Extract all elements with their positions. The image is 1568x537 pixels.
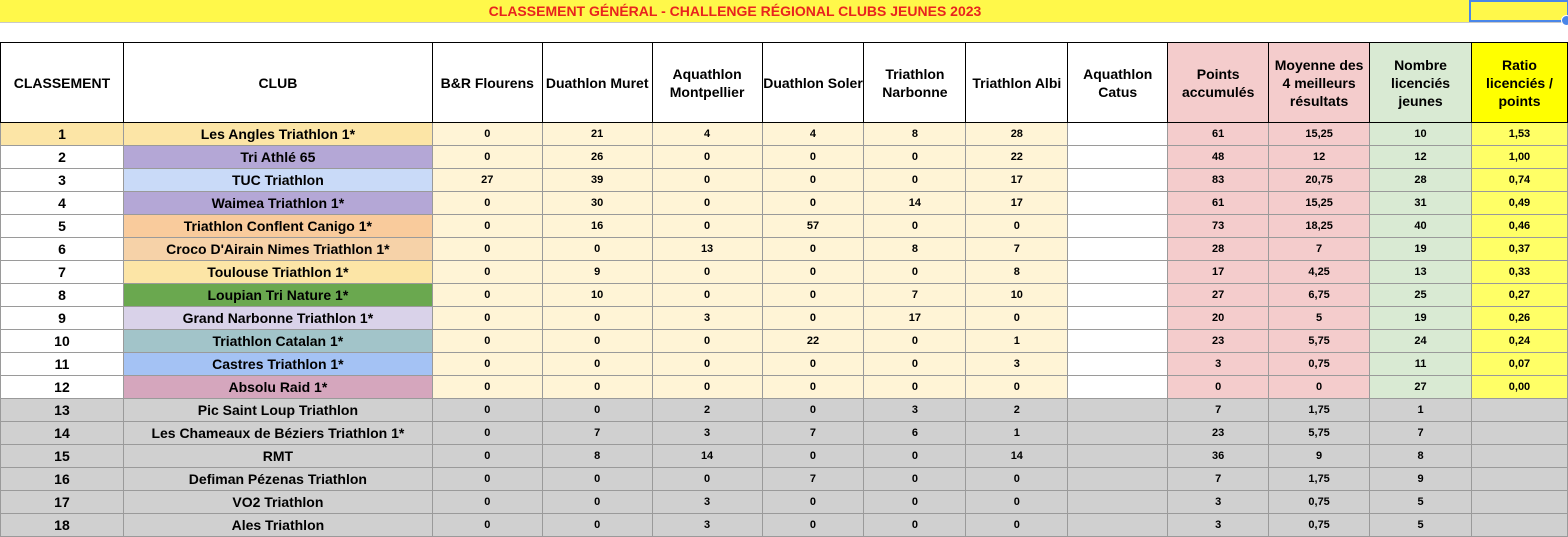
- table-row: [1, 491, 1568, 514]
- event-score-cell[interactable]: [1068, 261, 1168, 284]
- header-licences[interactable]: Nombre licenciés jeunes: [1370, 43, 1472, 123]
- average-cell[interactable]: 18,25: [1269, 215, 1370, 238]
- event-score-cell[interactable]: 0: [652, 215, 762, 238]
- event-score-cell[interactable]: 0: [652, 330, 762, 353]
- club-cell[interactable]: Les Chameaux de Béziers Triathlon 1*: [123, 422, 432, 445]
- event-score-cell[interactable]: 0: [432, 284, 542, 307]
- rank-cell[interactable]: 6: [1, 238, 124, 261]
- event-score-cell[interactable]: 0: [762, 353, 864, 376]
- event-score-cell[interactable]: 10: [542, 284, 652, 307]
- table-row: [1, 146, 1568, 169]
- points-cell[interactable]: 27: [1168, 284, 1269, 307]
- licences-cell[interactable]: 25: [1370, 284, 1472, 307]
- event-score-cell[interactable]: 0: [652, 353, 762, 376]
- rank-cell[interactable]: 13: [1, 399, 124, 422]
- event-score-cell[interactable]: 0: [432, 491, 542, 514]
- header-event-4[interactable]: Duathlon Soler: [762, 43, 864, 123]
- table-row: [1, 399, 1568, 422]
- event-score-cell[interactable]: 0: [432, 238, 542, 261]
- average-cell[interactable]: 15,25: [1269, 123, 1370, 146]
- event-score-cell[interactable]: [1068, 491, 1168, 514]
- event-score-cell[interactable]: 0: [966, 491, 1068, 514]
- licences-cell[interactable]: 5: [1370, 514, 1472, 537]
- event-score-cell[interactable]: 17: [966, 169, 1068, 192]
- club-cell[interactable]: Triathlon Catalan 1*: [123, 330, 432, 353]
- points-cell[interactable]: 7: [1168, 399, 1269, 422]
- selected-cell[interactable]: [1469, 0, 1568, 22]
- points-cell[interactable]: 23: [1168, 422, 1269, 445]
- event-score-cell[interactable]: 22: [762, 330, 864, 353]
- event-score-cell[interactable]: 0: [762, 146, 864, 169]
- ratio-cell[interactable]: 0,74: [1471, 169, 1567, 192]
- rank-cell[interactable]: 18: [1, 514, 124, 537]
- ratio-cell[interactable]: [1471, 422, 1567, 445]
- table-row: [1, 514, 1568, 537]
- points-cell[interactable]: 73: [1168, 215, 1269, 238]
- points-cell[interactable]: 61: [1168, 123, 1269, 146]
- event-score-cell[interactable]: 0: [864, 514, 966, 537]
- event-score-cell[interactable]: [1068, 146, 1168, 169]
- event-score-cell[interactable]: 7: [762, 422, 864, 445]
- event-score-cell[interactable]: 0: [762, 445, 864, 468]
- header-event-7[interactable]: Aquathlon Catus: [1068, 43, 1168, 123]
- title-row: [0, 0, 1568, 23]
- points-cell[interactable]: 36: [1168, 445, 1269, 468]
- club-cell[interactable]: Waimea Triathlon 1*: [123, 192, 432, 215]
- average-cell[interactable]: 4,25: [1269, 261, 1370, 284]
- rank-cell[interactable]: 3: [1, 169, 124, 192]
- event-score-cell[interactable]: 0: [762, 192, 864, 215]
- event-score-cell[interactable]: 0: [432, 307, 542, 330]
- header-row: [1, 43, 1568, 123]
- ranking-table: [0, 42, 1568, 537]
- event-score-cell[interactable]: 0: [542, 353, 652, 376]
- event-score-cell[interactable]: 9: [542, 261, 652, 284]
- ratio-cell[interactable]: [1471, 491, 1567, 514]
- average-cell[interactable]: 5,75: [1269, 330, 1370, 353]
- event-score-cell[interactable]: 0: [432, 146, 542, 169]
- event-score-cell[interactable]: 0: [966, 376, 1068, 399]
- licences-cell[interactable]: 11: [1370, 353, 1472, 376]
- event-score-cell[interactable]: 2: [966, 399, 1068, 422]
- average-cell[interactable]: 5,75: [1269, 422, 1370, 445]
- average-cell[interactable]: 15,25: [1269, 192, 1370, 215]
- event-score-cell[interactable]: 21: [542, 123, 652, 146]
- event-score-cell[interactable]: 0: [542, 307, 652, 330]
- event-score-cell[interactable]: 0: [652, 284, 762, 307]
- licences-cell[interactable]: 19: [1370, 307, 1472, 330]
- event-score-cell[interactable]: 0: [652, 146, 762, 169]
- ratio-cell[interactable]: 0,07: [1471, 353, 1567, 376]
- club-cell[interactable]: Absolu Raid 1*: [123, 376, 432, 399]
- event-score-cell[interactable]: [1068, 169, 1168, 192]
- table-row: [1, 445, 1568, 468]
- club-cell[interactable]: Toulouse Triathlon 1*: [123, 261, 432, 284]
- event-score-cell[interactable]: 0: [762, 514, 864, 537]
- ratio-cell[interactable]: 1,00: [1471, 146, 1567, 169]
- table-row: [1, 422, 1568, 445]
- ratio-cell[interactable]: [1471, 399, 1567, 422]
- event-score-cell[interactable]: 0: [432, 376, 542, 399]
- points-cell[interactable]: 83: [1168, 169, 1269, 192]
- average-cell[interactable]: 20,75: [1269, 169, 1370, 192]
- average-cell[interactable]: 1,75: [1269, 468, 1370, 491]
- event-score-cell[interactable]: 0: [652, 468, 762, 491]
- points-cell[interactable]: 0: [1168, 376, 1269, 399]
- event-score-cell[interactable]: 0: [864, 215, 966, 238]
- header-club[interactable]: CLUB: [123, 43, 432, 123]
- average-cell[interactable]: 9: [1269, 445, 1370, 468]
- licences-cell[interactable]: 1: [1370, 399, 1472, 422]
- event-score-cell[interactable]: 0: [542, 468, 652, 491]
- licences-cell[interactable]: 8: [1370, 445, 1472, 468]
- average-cell[interactable]: 6,75: [1269, 284, 1370, 307]
- rank-cell[interactable]: 7: [1, 261, 124, 284]
- table-row: [1, 376, 1568, 399]
- points-cell[interactable]: 3: [1168, 491, 1269, 514]
- event-score-cell[interactable]: 0: [652, 261, 762, 284]
- ratio-cell[interactable]: 0,27: [1471, 284, 1567, 307]
- event-score-cell[interactable]: 0: [652, 376, 762, 399]
- club-cell[interactable]: Grand Narbonne Triathlon 1*: [123, 307, 432, 330]
- event-score-cell[interactable]: 0: [864, 261, 966, 284]
- average-cell[interactable]: 7: [1269, 238, 1370, 261]
- event-score-cell[interactable]: 0: [864, 353, 966, 376]
- event-score-cell[interactable]: 3: [652, 307, 762, 330]
- event-score-cell[interactable]: [1068, 284, 1168, 307]
- event-score-cell[interactable]: 0: [762, 307, 864, 330]
- event-score-cell[interactable]: 0: [542, 491, 652, 514]
- points-cell[interactable]: 3: [1168, 514, 1269, 537]
- event-score-cell[interactable]: [1068, 514, 1168, 537]
- event-score-cell[interactable]: 0: [864, 376, 966, 399]
- licences-cell[interactable]: 12: [1370, 146, 1472, 169]
- sheet-title[interactable]: CLASSEMENT GÉNÉRAL - CHALLENGE RÉGIONAL CLUBS JEUNES 2023: [488, 3, 982, 19]
- event-score-cell[interactable]: 14: [652, 445, 762, 468]
- event-score-cell[interactable]: 7: [542, 422, 652, 445]
- event-score-cell[interactable]: 0: [432, 445, 542, 468]
- event-score-cell[interactable]: 10: [966, 284, 1068, 307]
- average-cell[interactable]: 1,75: [1269, 399, 1370, 422]
- licences-cell[interactable]: 27: [1370, 376, 1472, 399]
- header-event-2[interactable]: Duathlon Muret: [542, 43, 652, 123]
- club-cell[interactable]: RMT: [123, 445, 432, 468]
- event-score-cell[interactable]: [1068, 445, 1168, 468]
- event-score-cell[interactable]: 4: [652, 123, 762, 146]
- event-score-cell[interactable]: [1068, 422, 1168, 445]
- points-cell[interactable]: 7: [1168, 468, 1269, 491]
- ratio-cell[interactable]: 0,33: [1471, 261, 1567, 284]
- average-cell[interactable]: 0,75: [1269, 491, 1370, 514]
- rank-cell[interactable]: 4: [1, 192, 124, 215]
- event-score-cell[interactable]: [1068, 399, 1168, 422]
- licences-cell[interactable]: 9: [1370, 468, 1472, 491]
- header-average[interactable]: Moyenne des 4 meilleurs résultats: [1269, 43, 1370, 123]
- rank-cell[interactable]: 16: [1, 468, 124, 491]
- event-score-cell[interactable]: 0: [762, 261, 864, 284]
- rank-cell[interactable]: 17: [1, 491, 124, 514]
- rank-cell[interactable]: 9: [1, 307, 124, 330]
- event-score-cell[interactable]: 0: [864, 468, 966, 491]
- event-score-cell[interactable]: 0: [864, 146, 966, 169]
- header-event-1[interactable]: B&R Flourens: [432, 43, 542, 123]
- club-cell[interactable]: Triathlon Conflent Canigo 1*: [123, 215, 432, 238]
- table-row: [1, 307, 1568, 330]
- club-cell[interactable]: Defiman Pézenas Triathlon: [123, 468, 432, 491]
- event-score-cell[interactable]: 8: [966, 261, 1068, 284]
- licences-cell[interactable]: 7: [1370, 422, 1472, 445]
- event-score-cell[interactable]: 7: [864, 284, 966, 307]
- event-score-cell[interactable]: 0: [652, 169, 762, 192]
- event-score-cell[interactable]: [1068, 238, 1168, 261]
- table-row: [1, 353, 1568, 376]
- event-score-cell[interactable]: 3: [864, 399, 966, 422]
- table-row: [1, 169, 1568, 192]
- table-row: [1, 330, 1568, 353]
- event-score-cell[interactable]: 0: [762, 491, 864, 514]
- event-score-cell[interactable]: 0: [542, 330, 652, 353]
- event-score-cell[interactable]: 0: [542, 376, 652, 399]
- points-cell[interactable]: 3: [1168, 353, 1269, 376]
- event-score-cell[interactable]: 0: [762, 238, 864, 261]
- event-score-cell[interactable]: 2: [652, 399, 762, 422]
- header-rank[interactable]: CLASSEMENT: [1, 43, 124, 123]
- event-score-cell[interactable]: 22: [966, 146, 1068, 169]
- event-score-cell[interactable]: 7: [966, 238, 1068, 261]
- table-row: [1, 215, 1568, 238]
- rank-cell[interactable]: 2: [1, 146, 124, 169]
- event-score-cell[interactable]: 0: [966, 307, 1068, 330]
- points-cell[interactable]: 28: [1168, 238, 1269, 261]
- points-cell[interactable]: 23: [1168, 330, 1269, 353]
- event-score-cell[interactable]: 7: [762, 468, 864, 491]
- event-score-cell[interactable]: 3: [652, 491, 762, 514]
- event-score-cell[interactable]: 0: [762, 376, 864, 399]
- event-score-cell[interactable]: 0: [542, 399, 652, 422]
- event-score-cell[interactable]: 26: [542, 146, 652, 169]
- event-score-cell[interactable]: 39: [542, 169, 652, 192]
- club-cell[interactable]: Croco D'Airain Nimes Triathlon 1*: [123, 238, 432, 261]
- event-score-cell[interactable]: 28: [966, 123, 1068, 146]
- event-score-cell[interactable]: 8: [864, 238, 966, 261]
- rank-cell[interactable]: 12: [1, 376, 124, 399]
- event-score-cell[interactable]: 0: [762, 399, 864, 422]
- ratio-cell[interactable]: 0,26: [1471, 307, 1567, 330]
- event-score-cell[interactable]: 0: [864, 169, 966, 192]
- event-score-cell[interactable]: 0: [864, 330, 966, 353]
- event-score-cell[interactable]: [1068, 192, 1168, 215]
- points-cell[interactable]: 61: [1168, 192, 1269, 215]
- licences-cell[interactable]: 10: [1370, 123, 1472, 146]
- rank-cell[interactable]: 5: [1, 215, 124, 238]
- licences-cell[interactable]: 5: [1370, 491, 1472, 514]
- event-score-cell[interactable]: [1068, 376, 1168, 399]
- event-score-cell[interactable]: 3: [652, 422, 762, 445]
- event-score-cell[interactable]: 1: [966, 330, 1068, 353]
- club-cell[interactable]: Tri Athlé 65: [123, 146, 432, 169]
- event-score-cell[interactable]: 0: [432, 261, 542, 284]
- header-ratio[interactable]: Ratio licenciés / points: [1471, 43, 1567, 123]
- header-event-5[interactable]: Triathlon Narbonne: [864, 43, 966, 123]
- table-row: [1, 468, 1568, 491]
- event-score-cell[interactable]: 0: [432, 399, 542, 422]
- ratio-cell[interactable]: 0,00: [1471, 376, 1567, 399]
- event-score-cell[interactable]: 1: [966, 422, 1068, 445]
- ratio-cell[interactable]: 0,46: [1471, 215, 1567, 238]
- event-score-cell[interactable]: 0: [864, 445, 966, 468]
- table-row: [1, 192, 1568, 215]
- rank-cell[interactable]: 8: [1, 284, 124, 307]
- points-cell[interactable]: 48: [1168, 146, 1269, 169]
- event-score-cell[interactable]: 4: [762, 123, 864, 146]
- event-score-cell[interactable]: 0: [966, 468, 1068, 491]
- header-points[interactable]: Points accumulés: [1168, 43, 1269, 123]
- table-row: [1, 123, 1568, 146]
- average-cell[interactable]: 0: [1269, 376, 1370, 399]
- licences-cell[interactable]: 40: [1370, 215, 1472, 238]
- rank-cell[interactable]: 14: [1, 422, 124, 445]
- rank-cell[interactable]: 1: [1, 123, 124, 146]
- event-score-cell[interactable]: 8: [542, 445, 652, 468]
- event-score-cell[interactable]: 17: [966, 192, 1068, 215]
- club-cell[interactable]: Loupian Tri Nature 1*: [123, 284, 432, 307]
- event-score-cell[interactable]: 0: [432, 215, 542, 238]
- event-score-cell[interactable]: 13: [652, 238, 762, 261]
- header-event-3[interactable]: Aquathlon Montpellier: [652, 43, 762, 123]
- event-score-cell[interactable]: 0: [432, 192, 542, 215]
- club-cell[interactable]: Ales Triathlon: [123, 514, 432, 537]
- event-score-cell[interactable]: 0: [432, 514, 542, 537]
- event-score-cell[interactable]: 30: [542, 192, 652, 215]
- event-score-cell[interactable]: [1068, 330, 1168, 353]
- ratio-cell[interactable]: [1471, 445, 1567, 468]
- club-cell[interactable]: Les Angles Triathlon 1*: [123, 123, 432, 146]
- ratio-cell[interactable]: [1471, 468, 1567, 491]
- event-score-cell[interactable]: [1068, 123, 1168, 146]
- ratio-cell[interactable]: 0,49: [1471, 192, 1567, 215]
- table-row: [1, 284, 1568, 307]
- ratio-cell[interactable]: 0,24: [1471, 330, 1567, 353]
- event-score-cell[interactable]: 0: [432, 353, 542, 376]
- average-cell[interactable]: 0,75: [1269, 514, 1370, 537]
- table-row: [1, 238, 1568, 261]
- event-score-cell[interactable]: [1068, 468, 1168, 491]
- average-cell[interactable]: 0,75: [1269, 353, 1370, 376]
- event-score-cell[interactable]: 0: [542, 514, 652, 537]
- event-score-cell[interactable]: 17: [864, 307, 966, 330]
- average-cell[interactable]: 12: [1269, 146, 1370, 169]
- ratio-cell[interactable]: 1,53: [1471, 123, 1567, 146]
- points-cell[interactable]: 17: [1168, 261, 1269, 284]
- ratio-cell[interactable]: 0,37: [1471, 238, 1567, 261]
- rank-cell[interactable]: 11: [1, 353, 124, 376]
- table-row: [1, 261, 1568, 284]
- event-score-cell[interactable]: [1068, 353, 1168, 376]
- event-score-cell[interactable]: 0: [542, 238, 652, 261]
- event-score-cell[interactable]: [1068, 215, 1168, 238]
- event-score-cell[interactable]: 0: [864, 491, 966, 514]
- rank-cell[interactable]: 15: [1, 445, 124, 468]
- event-score-cell[interactable]: 0: [762, 169, 864, 192]
- licences-cell[interactable]: 19: [1370, 238, 1472, 261]
- event-score-cell[interactable]: 0: [652, 192, 762, 215]
- event-score-cell[interactable]: 0: [432, 330, 542, 353]
- event-score-cell[interactable]: 0: [432, 123, 542, 146]
- event-score-cell[interactable]: 14: [966, 445, 1068, 468]
- header-event-6[interactable]: Triathlon Albi: [966, 43, 1068, 123]
- blank-row: [0, 23, 1568, 43]
- points-cell[interactable]: 20: [1168, 307, 1269, 330]
- event-score-cell[interactable]: 3: [652, 514, 762, 537]
- event-score-cell[interactable]: 8: [864, 123, 966, 146]
- rank-cell[interactable]: 10: [1, 330, 124, 353]
- event-score-cell[interactable]: 27: [432, 169, 542, 192]
- event-score-cell[interactable]: [1068, 307, 1168, 330]
- event-score-cell[interactable]: 14: [864, 192, 966, 215]
- licences-cell[interactable]: 31: [1370, 192, 1472, 215]
- event-score-cell[interactable]: 16: [542, 215, 652, 238]
- club-cell[interactable]: Pic Saint Loup Triathlon: [123, 399, 432, 422]
- event-score-cell[interactable]: 0: [966, 215, 1068, 238]
- licences-cell[interactable]: 13: [1370, 261, 1472, 284]
- event-score-cell[interactable]: 57: [762, 215, 864, 238]
- average-cell[interactable]: 5: [1269, 307, 1370, 330]
- club-cell[interactable]: VO2 Triathlon: [123, 491, 432, 514]
- event-score-cell[interactable]: 0: [762, 284, 864, 307]
- club-cell[interactable]: TUC Triathlon: [123, 169, 432, 192]
- event-score-cell[interactable]: 6: [864, 422, 966, 445]
- licences-cell[interactable]: 28: [1370, 169, 1472, 192]
- ratio-cell[interactable]: [1471, 514, 1567, 537]
- event-score-cell[interactable]: 0: [432, 468, 542, 491]
- event-score-cell[interactable]: 3: [966, 353, 1068, 376]
- table-body: [1, 123, 1568, 537]
- club-cell[interactable]: Castres Triathlon 1*: [123, 353, 432, 376]
- licences-cell[interactable]: 24: [1370, 330, 1472, 353]
- event-score-cell[interactable]: 0: [966, 514, 1068, 537]
- event-score-cell[interactable]: 0: [432, 422, 542, 445]
